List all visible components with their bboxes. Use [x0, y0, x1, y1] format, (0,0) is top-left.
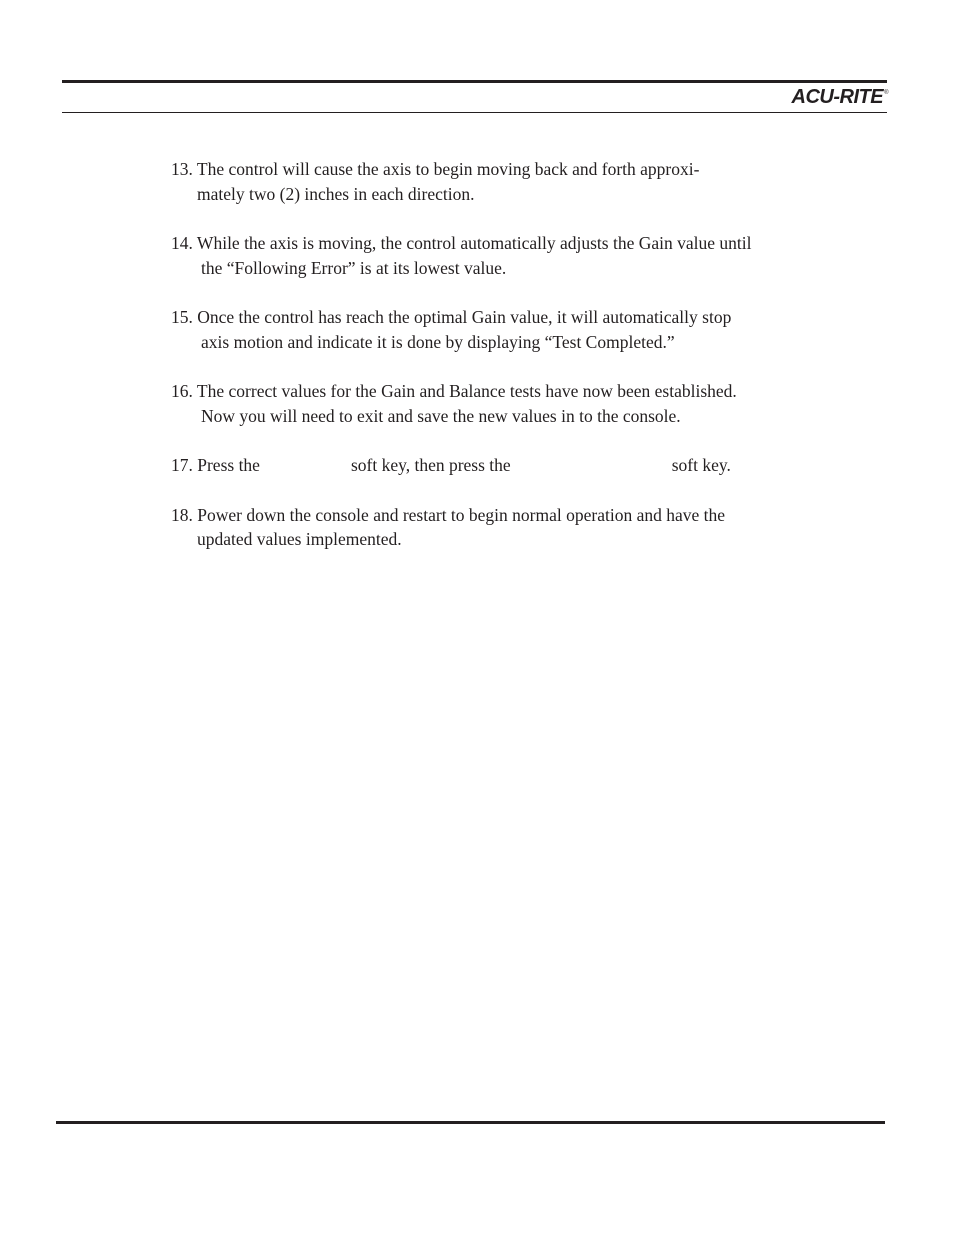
step-13 — [171, 157, 811, 206]
footer-rule — [56, 1121, 885, 1124]
step-line: 13. The control will cause the axis to begin moving back and forth approxi- — [171, 159, 700, 179]
step-17 — [171, 453, 811, 478]
step-line: 14. While the axis is moving, the control automatically adjusts the Gain value until — [171, 233, 752, 253]
header-rule-thin — [62, 112, 887, 113]
step-18 — [171, 503, 811, 552]
header-rule-thick — [62, 80, 887, 83]
step-line: updated values implemented. — [197, 529, 402, 549]
step-line: the “Following Error” is at its lowest value. — [201, 257, 507, 278]
acu-rite-logo — [792, 84, 888, 110]
step-line: 18. Power down the console and restart to begin normal operation and have the — [171, 504, 726, 525]
logo-text: ACU-RITE — [791, 86, 884, 108]
step-line: 15. Once the control has reach the optimal Gain value, it will automatically stop — [171, 307, 732, 327]
step-15 — [171, 305, 811, 354]
step-line: axis motion and indicate it is done by displaying “Test Completed.” — [201, 331, 675, 352]
step-text: soft key. — [671, 455, 731, 475]
step-text: soft key, then press the — [350, 455, 511, 475]
procedure-steps — [171, 157, 811, 577]
step-line: mately two (2) inches in each direction. — [197, 183, 475, 204]
step-16 — [171, 379, 811, 428]
step-text: 17. Press the — [171, 455, 260, 475]
step-14 — [171, 231, 811, 280]
step-line: Now you will need to exit and save the new values in to the console. — [201, 405, 681, 426]
step-line: 16. The correct values for the Gain and Balance tests have now been established. — [171, 381, 737, 401]
registered-mark: ® — [884, 90, 888, 96]
